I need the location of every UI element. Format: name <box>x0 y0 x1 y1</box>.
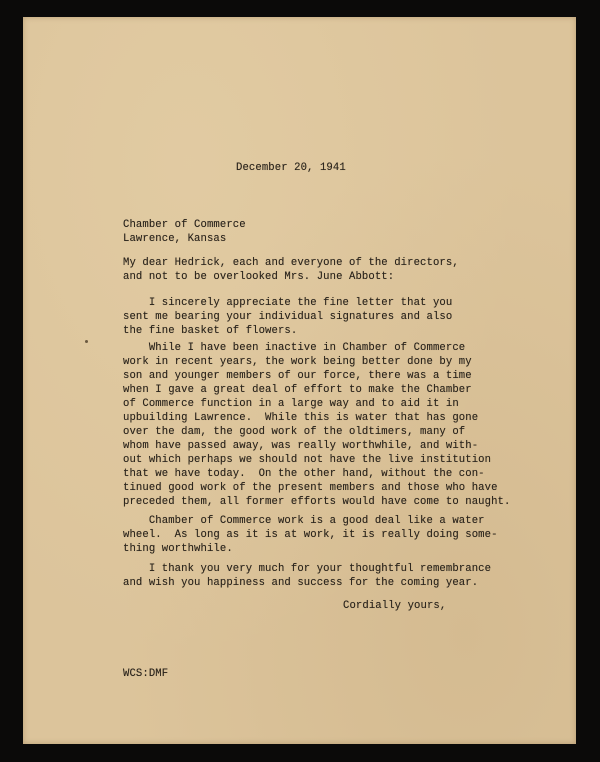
recipient-line-1: Chamber of Commerce <box>123 219 246 231</box>
paragraph-2-line: of Commerce function in a large way and to aid it in <box>123 398 459 410</box>
paragraph-2-line: whom have passed away, was really worthwhile, and with- <box>123 440 479 452</box>
paragraph-4-line: I thank you very much for your thoughtful remembrance <box>123 563 492 575</box>
paragraph-2-line: when I gave a great deal of effort to make the Chamber <box>123 384 472 396</box>
paragraph-1-line: the fine basket of flowers. <box>123 325 298 337</box>
letter-date: December 20, 1941 <box>236 162 346 174</box>
ink-smudge <box>85 340 88 343</box>
paragraph-2-line: son and younger members of our force, there was a time <box>123 370 472 382</box>
closing: Cordially yours, <box>343 600 447 612</box>
salutation-line: and not to be overlooked Mrs. June Abbott: <box>123 271 395 283</box>
paragraph-2-line: While I have been inactive in Chamber of Commerce <box>123 342 466 354</box>
paragraph-2-line: out which perhaps we should not have the live institution <box>123 454 492 466</box>
paragraph-1-line: sent me bearing your individual signatures and also <box>123 311 453 323</box>
salutation-line: My dear Hedrick, each and everyone of the directors, <box>123 257 459 269</box>
paragraph-2-line: preceded them, all former efforts would have come to naught. <box>123 496 511 508</box>
paragraph-2-line: upbuilding Lawrence. While this is water that has gone <box>123 412 479 424</box>
reference-initials: WCS:DMF <box>123 668 169 680</box>
paragraph-2-line: that we have today. On the other hand, without the con- <box>123 468 485 480</box>
paragraph-3-line: Chamber of Commerce work is a good deal like a water <box>123 515 485 527</box>
paragraph-2-line: tinued good work of the present members and those who have <box>123 482 498 494</box>
paragraph-4-line: and wish you happiness and success for the coming year. <box>123 577 479 589</box>
paragraph-2-line: work in recent years, the work being better done by my <box>123 356 472 368</box>
paragraph-3-line: wheel. As long as it is at work, it is really doing some- <box>123 529 498 541</box>
paragraph-3-line: thing worthwhile. <box>123 543 233 555</box>
letter-page <box>23 17 576 744</box>
paragraph-1-line: I sincerely appreciate the fine letter that you <box>123 297 453 309</box>
recipient-line-2: Lawrence, Kansas <box>123 233 227 245</box>
paragraph-2-line: over the dam, the good work of the oldtimers, many of <box>123 426 466 438</box>
